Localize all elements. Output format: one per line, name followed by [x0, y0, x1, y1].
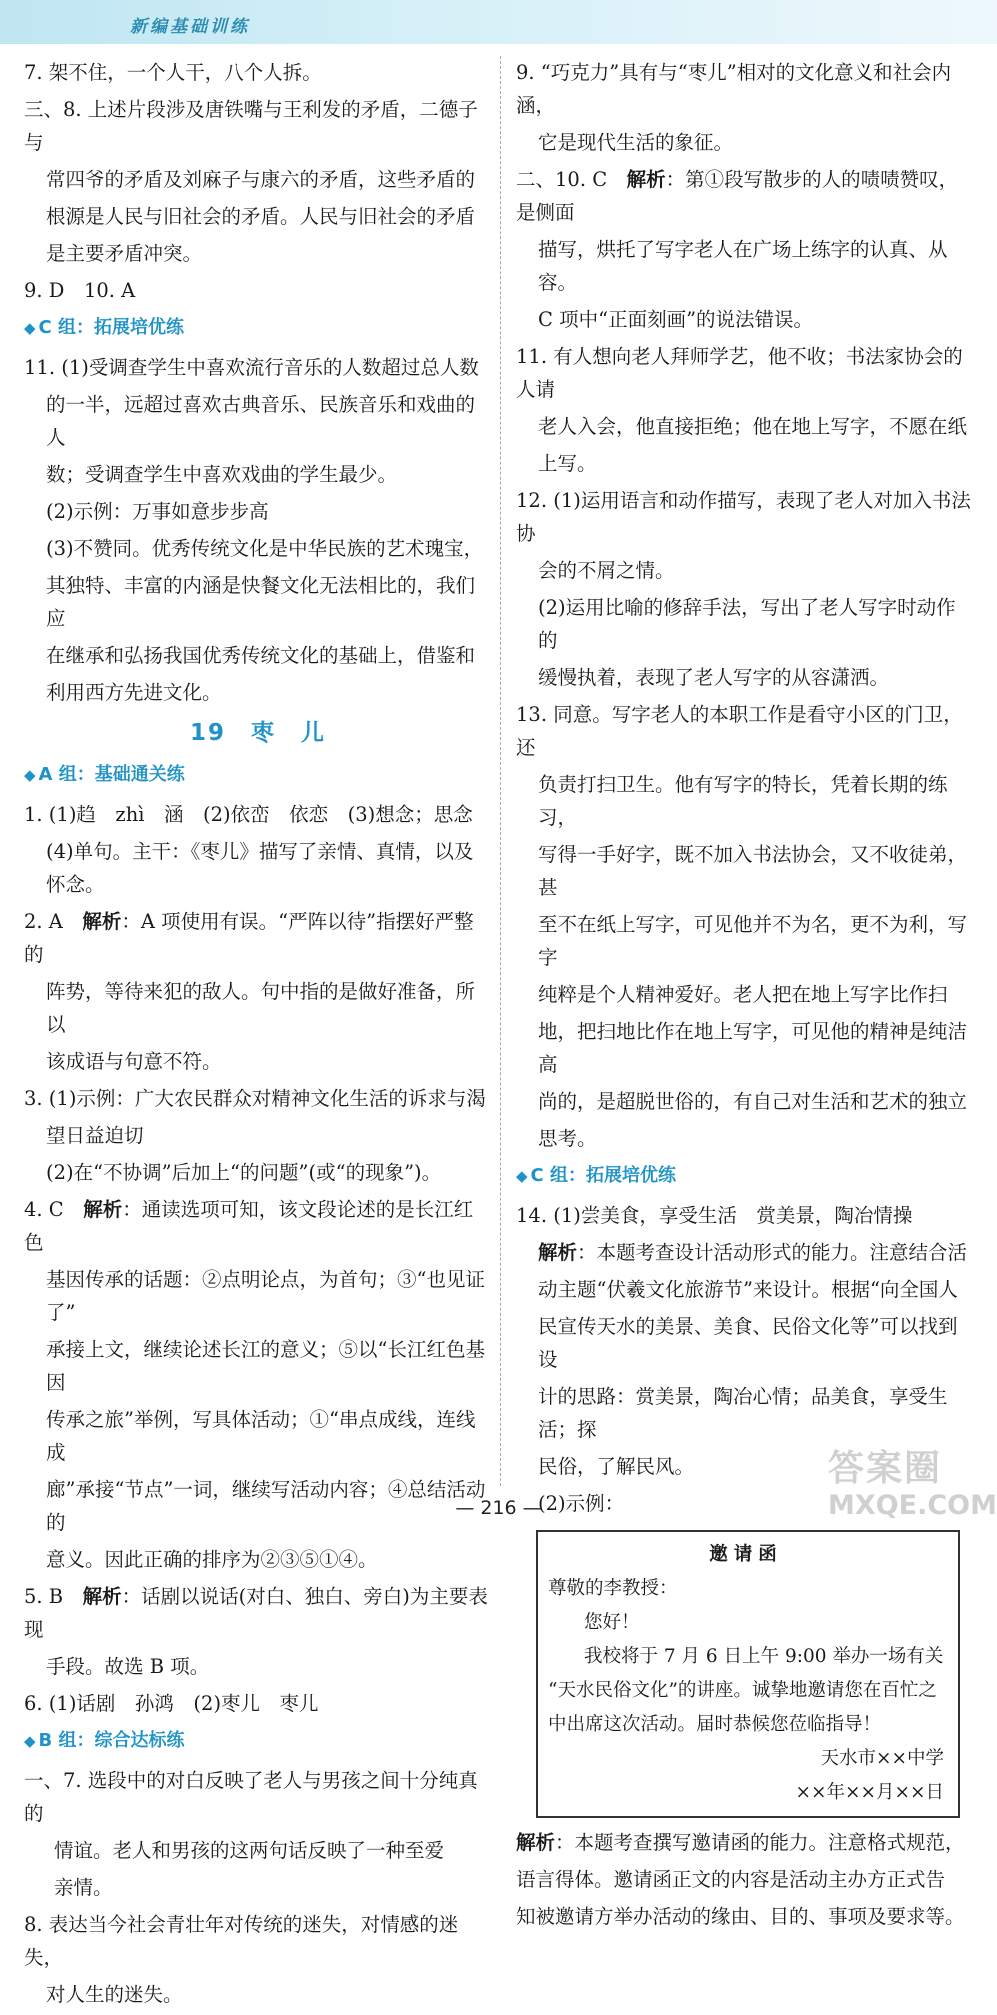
section-heading-c-label: C 组：拓展培优练	[38, 317, 185, 338]
answer-r14-line5: 计的思路：赏美景，陶冶心情；品美食，享受生活；探	[538, 1385, 948, 1441]
invitation-salutation: 尊敬的李教授：	[548, 1578, 678, 1599]
analysis-label: 解析	[538, 1241, 578, 1264]
section-heading-c-right-label: C 组：拓展培优练	[530, 1165, 677, 1186]
answer-r13-line8: 思考。	[538, 1127, 597, 1150]
answer-r10-line1	[516, 163, 974, 229]
section-heading-b-label: B 组：综合达标练	[38, 1730, 185, 1751]
answer-a3-line3: (2)在“不协调”后加上“的问题”(或“的现象”)。	[46, 1161, 442, 1184]
answer-a4-line1	[24, 1193, 492, 1259]
diamond-icon: ◆	[516, 1167, 528, 1185]
invitation-date: ××年××月××日	[795, 1782, 944, 1803]
answer-a5-text: ：话剧以说话(对白、独白、旁白)为主要表现	[24, 1585, 488, 1641]
answer-11-line3: 数；受调查学生中喜欢戏曲的学生最少。	[46, 463, 398, 486]
final-analysis-text: ：本题考查撰写邀请函的能力。注意格式规范，	[555, 1831, 965, 1854]
answer-a5-line1	[24, 1580, 492, 1646]
section-heading-a-label: A 组：基础通关练	[38, 764, 185, 785]
answer-a5-number: 5. B	[24, 1585, 83, 1608]
section-heading-c-right	[516, 1159, 974, 1193]
answer-11-line8: 利用西方先进文化。	[46, 681, 222, 704]
answer-a4-line6: 意义。因此正确的排序为②③⑤①④。	[46, 1548, 378, 1571]
answer-a4-line3: 承接上文，继续论述长江的意义；⑤以“长江红色基因	[46, 1338, 485, 1394]
answer-r14-line4: 民宣传天水的美景、美食、民俗文化等”可以找到设	[538, 1315, 958, 1371]
answer-r12-line2: 会的不屑之情。	[538, 559, 675, 582]
answer-b7-line3: 亲情。	[54, 1876, 113, 1899]
left-column	[24, 56, 492, 2015]
answer-r9-line2: 它是现代生活的象征。	[538, 131, 734, 154]
answer-7: 7. 架不住，一个人干，八个人拆。	[24, 61, 322, 84]
final-analysis-line1	[516, 1826, 974, 1859]
answer-11-line5: (3)不赞同。优秀传统文化是中华民族的艺术瑰宝，	[46, 537, 484, 560]
answer-r10-text: ：第①段写散步的人的啧啧赞叹，是侧面	[516, 168, 959, 224]
answer-a4-line5: 廊”承接“节点”一词，继续写活动内容；④总结活动的	[46, 1478, 486, 1534]
invitation-body-line2: “天水民俗文化”的讲座。诚挚地邀请您在百忙之	[548, 1680, 937, 1701]
answer-r10-number: 二、10. C	[516, 168, 627, 191]
answer-r11-line2: 老人入会，他直接拒绝；他在地上写字，不愿在纸	[538, 415, 968, 438]
answer-a3-line1: 3. (1)示例：广大农民群众对精神文化生活的诉求与渴	[24, 1087, 486, 1110]
answer-a4-line4: 传承之旅”举例，写具体活动；①“串点成线，连线成	[46, 1408, 476, 1464]
page-number: — 216 —	[455, 1497, 542, 1519]
answer-r14-line7: (2)示例：	[538, 1492, 625, 1515]
diamond-icon: ◆	[24, 319, 36, 337]
answer-b8-line1: 8. 表达当今社会青壮年对传统的迷失，对情感的迷失，	[24, 1913, 459, 1969]
answer-r12-line4: 缓慢执着，表现了老人写字的从容潇洒。	[538, 666, 890, 689]
answer-11-line6: 其独特、丰富的内涵是快餐文化无法相比的，我们应	[46, 574, 476, 630]
watermark	[828, 1440, 997, 1530]
final-analysis-line2: 语言得体。邀请函正文的内容是活动主办方正式告	[516, 1868, 946, 1891]
answer-a1-line2: (4)单句。主干：《枣儿》描写了亲情、真情，以及怀念。	[46, 840, 474, 896]
answer-r13-line6: 地，把扫地比作在地上写字，可见他的精神是纯洁高	[538, 1020, 968, 1076]
answer-9-10: 9. D 10. A	[24, 279, 136, 302]
answer-8-line2: 常四爷的矛盾及刘麻子与康六的矛盾，这些矛盾的	[46, 168, 476, 191]
answer-r10-line3: C 项中“正面刻画”的说法错误。	[538, 308, 814, 331]
answer-a2-text: ：A 项使用有误。“严阵以待”指摆好严整的	[24, 910, 474, 966]
answer-r14-line3: 动主题“伏羲文化旅游节”来设计。根据“向全国人	[538, 1278, 958, 1301]
answer-r13-line7: 尚的，是超脱世俗的，有自己对生活和艺术的独立	[538, 1090, 968, 1113]
header-band	[0, 0, 997, 44]
invitation-letter-box	[536, 1530, 960, 1818]
answer-8-line1: 三、8. 上述片段涉及唐铁嘴与王利发的矛盾，二德子与	[24, 98, 478, 154]
answer-b7-line1: 一、7. 选段中的对白反映了老人与男孩之间十分纯真的	[24, 1769, 478, 1825]
analysis-label: 解析	[82, 1585, 122, 1608]
answer-r13-line4: 至不在纸上写字，可见他并不为名，更不为利，写字	[538, 913, 968, 969]
answer-r12-line1: 12. (1)运用语言和动作描写，表现了老人对加入书法协	[516, 489, 971, 545]
invitation-greeting: 您好！	[584, 1612, 640, 1633]
answer-r11-line3: 上写。	[538, 452, 597, 475]
final-analysis-line3: 知被邀请方举办活动的缘由、目的、事项及要求等。	[516, 1905, 965, 1928]
analysis-label: 解析	[83, 1198, 123, 1221]
answer-r14-line6: 民俗，了解民风。	[538, 1455, 695, 1478]
answer-a2-number: 2. A	[24, 910, 83, 933]
answer-b8-line2: 对人生的迷失。	[46, 1983, 183, 2006]
answer-11-line7: 在继承和弘扬我国优秀传统文化的基础上，借鉴和	[46, 644, 476, 667]
invitation-sender: 天水市××中学	[820, 1748, 944, 1769]
answer-a5-line2: 手段。故选 B 项。	[46, 1655, 210, 1678]
answer-a4-line2: 基因传承的话题：②点明论点，为首句；③“也见证了”	[46, 1268, 485, 1324]
section-heading-b	[24, 1724, 492, 1758]
invitation-body-line3: 中出席这次活动。届时恭候您莅临指导！	[548, 1714, 882, 1735]
invitation-title: 邀请函	[709, 1544, 783, 1565]
answer-r13-line5: 纯粹是个人精神爱好。老人把在地上写字比作扫	[538, 983, 948, 1006]
answer-r14-line2	[516, 1236, 974, 1269]
answer-a4-text: ：通读选项可知，该文段论述的是长江红色	[24, 1198, 474, 1254]
section-heading-a	[24, 758, 492, 792]
section-heading-c	[24, 311, 492, 345]
answer-r9-line1: 9. “巧克力”具有与“枣儿”相对的文化意义和社会内涵，	[516, 61, 952, 117]
answer-r12-line3: (2)运用比喻的修辞手法，写出了老人写字时动作的	[538, 596, 956, 652]
column-divider	[500, 56, 502, 1486]
answer-a6: 6. (1)话剧 孙鸿 (2)枣儿 枣儿	[24, 1692, 319, 1715]
diamond-icon: ◆	[24, 1732, 36, 1750]
answer-a4-number: 4. C	[24, 1198, 84, 1221]
answer-r14-text: ：本题考查设计活动形式的能力。注意结合活	[577, 1241, 968, 1264]
answer-r13-line1: 13. 同意。写字老人的本职工作是看守小区的门卫，还	[516, 703, 963, 759]
watermark-bottom: MXQE.COM	[828, 1490, 997, 1521]
answer-r10-line2: 描写，烘托了写字老人在广场上练字的认真、从容。	[538, 238, 948, 294]
invitation-body-line1: 我校将于 7 月 6 日上午 9:00 举办一场有关	[584, 1646, 944, 1667]
answer-a1-line1: 1. (1)趋 zhì 涵 (2)依峦 依恋 (3)想念；思念	[24, 803, 473, 826]
answer-8-line3: 根源是人民与旧社会的矛盾。人民与旧社会的矛盾	[46, 205, 476, 228]
watermark-top: 答案圈	[828, 1448, 943, 1489]
answer-a2-line3: 该成语与句意不符。	[46, 1050, 222, 1073]
answer-r11-line1: 11. 有人想向老人拜师学艺，他不收；书法家协会的人请	[516, 345, 963, 401]
answer-r13-line3: 写得一手好字，既不加入书法协会，又不收徒弟，甚	[538, 843, 968, 899]
analysis-label: 解析	[82, 910, 122, 933]
diamond-icon: ◆	[24, 766, 36, 784]
answer-11-line1: 11. (1)受调查学生中喜欢流行音乐的人数超过总人数	[24, 356, 479, 379]
right-column	[516, 56, 974, 1937]
answer-11-line4: (2)示例：万事如意步步高	[46, 500, 269, 523]
answer-r13-line2: 负责打扫卫生。他有写字的特长，凭着长期的练习，	[538, 773, 948, 829]
answer-a2-line1	[24, 905, 492, 971]
analysis-label: 解析	[516, 1831, 556, 1854]
analysis-label: 解析	[626, 168, 666, 191]
answer-a3-line2: 望日益迫切	[46, 1124, 144, 1147]
lesson-title: 19 枣 儿	[189, 720, 326, 746]
header-title: 新编基础训练	[130, 17, 250, 37]
answer-11-line2: 的一半，远超过喜欢古典音乐、民族音乐和戏曲的人	[46, 393, 476, 449]
answer-8-line4: 是主要矛盾冲突。	[46, 242, 203, 265]
answer-b7-line2: 情谊。老人和男孩的这两句话反映了一种至爱	[54, 1839, 445, 1862]
answer-r14-line1: 14. (1)尝美食，享受生活 赏美景，陶冶情操	[516, 1204, 913, 1227]
answer-a2-line2: 阵势，等待来犯的敌人。句中指的是做好准备，所以	[46, 980, 476, 1036]
